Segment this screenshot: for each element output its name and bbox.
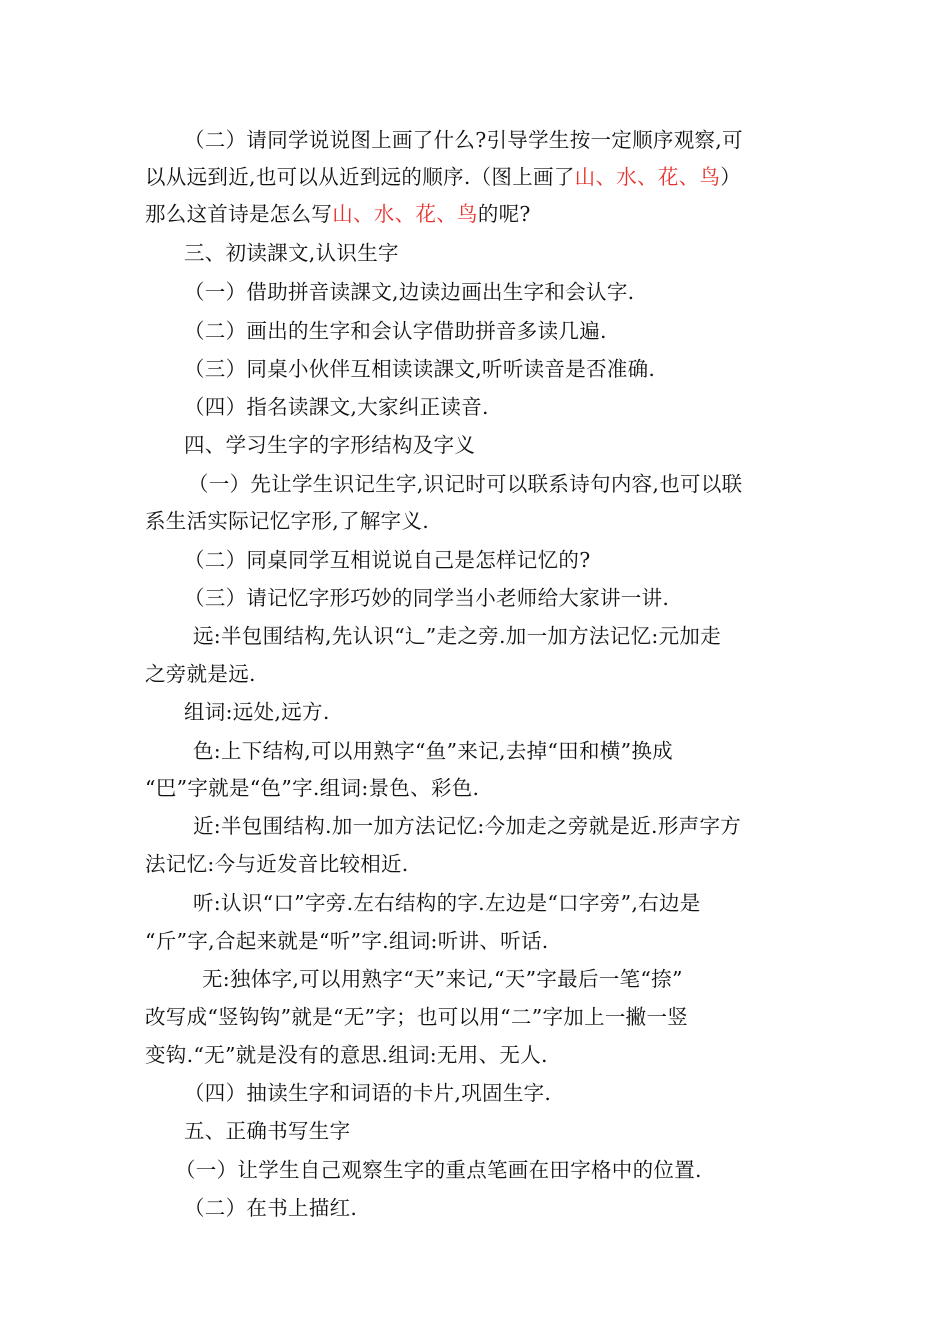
text-run: 近:半包围结构.加一加方法记忆:今加走之旁就是近.形声字方 <box>193 814 742 838</box>
paragraph-line <box>145 1003 688 1031</box>
paragraph-line <box>193 737 673 765</box>
paragraph-line <box>184 126 743 154</box>
text-run: ） <box>720 165 742 189</box>
text-run: 组词:远处,远方. <box>184 700 330 724</box>
text-run: 的呢? <box>477 202 531 226</box>
paragraph-line <box>184 698 330 726</box>
section-heading <box>184 431 475 459</box>
text-run: （一）借助拼音读課文,边读边画出生字和会认字. <box>184 280 635 304</box>
text-run: （一）让学生自己观察生字的重点笔画在田字格中的位置. <box>175 1158 702 1182</box>
paragraph-line <box>184 355 655 383</box>
paragraph-line <box>145 1041 548 1069</box>
paragraph-line <box>184 393 489 421</box>
paragraph-line <box>145 774 479 802</box>
paragraph-line <box>184 317 607 345</box>
text-run: 以从远到近,也可以从近到远的顺序.（图上画了 <box>145 165 575 189</box>
text-run: （三）同桌小伙伴互相读读課文,听听读音是否准确. <box>184 357 656 381</box>
text-run: （四）抽读生字和词语的卡片,巩固生字. <box>184 1081 552 1105</box>
paragraph-line <box>193 812 741 840</box>
text-run: （四）指名读課文,大家纠正读音. <box>184 395 489 419</box>
text-run: 之旁就是远. <box>145 662 256 686</box>
paragraph-line <box>188 470 742 498</box>
paragraph-line <box>145 507 429 535</box>
paragraph-line <box>145 163 741 191</box>
highlighted-text: 山、水、花、鸟 <box>574 165 721 189</box>
paragraph-line <box>145 200 531 228</box>
text-run: （二）画出的生字和会认字借助拼音多读几遍. <box>184 319 607 343</box>
text-run: 听:认识“口”字旁.左右结构的字.左边是“口字旁”,右边是 <box>193 891 701 915</box>
text-run: （一）先让学生识记生字,识记时可以联系诗句内容,也可以联 <box>188 472 743 496</box>
text-run: 远:半包围结构,先认识“辶”走之旁.加一加方法记忆:元加走 <box>193 624 722 648</box>
text-run: “斤”字,合起来就是“听”字.组词:听讲、听话. <box>145 929 549 953</box>
section-heading <box>184 239 399 267</box>
text-run: 五、正确书写生字 <box>184 1119 351 1143</box>
text-run: 法记忆:今与近发音比较相近. <box>145 852 409 876</box>
text-run: 三、初读課文,认识生字 <box>184 241 399 265</box>
text-run: （二）同桌同学互相说说自己是怎样记忆的? <box>184 548 591 572</box>
text-run: “巴”字就是“色”字.组词:景色、彩色. <box>145 776 480 800</box>
highlighted-text: 山、水、花、鸟 <box>332 202 478 226</box>
section-heading <box>184 1117 350 1145</box>
paragraph-line <box>145 850 409 878</box>
text-run: 那么这首诗是怎么写 <box>145 202 333 226</box>
paragraph-line <box>184 584 669 612</box>
text-run: 无:独体字,可以用熟字“天”来记,“天”字最后一笔“捺” <box>202 967 683 991</box>
text-run: 系生活实际记忆字形,了解字义. <box>145 509 430 533</box>
paragraph-line <box>193 622 721 650</box>
paragraph-line <box>184 1194 357 1222</box>
paragraph-line <box>193 889 701 917</box>
paragraph-line <box>145 660 256 688</box>
paragraph-line <box>184 546 591 574</box>
paragraph-line <box>202 965 683 993</box>
text-run: （三）请记忆字形巧妙的同学当小老师给大家讲一讲. <box>184 586 670 610</box>
text-run: 色:上下结构,可以用熟字“鱼”来记,去掉“田和横”换成 <box>193 739 673 763</box>
paragraph-line <box>145 927 549 955</box>
text-run: （二）请同学说说图上画了什么?引导学生按一定顺序观察,可 <box>184 128 743 152</box>
text-run: （二）在书上描红. <box>184 1196 358 1220</box>
paragraph-line <box>175 1156 702 1184</box>
text-run: 四、学习生字的字形结构及字义 <box>184 433 476 457</box>
paragraph-line <box>184 278 634 306</box>
text-run: 改写成“竖钩钩”就是“无”字；也可以用“二”字加上一撇一竖 <box>145 1005 689 1029</box>
paragraph-line <box>184 1079 551 1107</box>
text-run: 变钩.“无”就是没有的意思.组词:无用、无人. <box>145 1043 548 1067</box>
